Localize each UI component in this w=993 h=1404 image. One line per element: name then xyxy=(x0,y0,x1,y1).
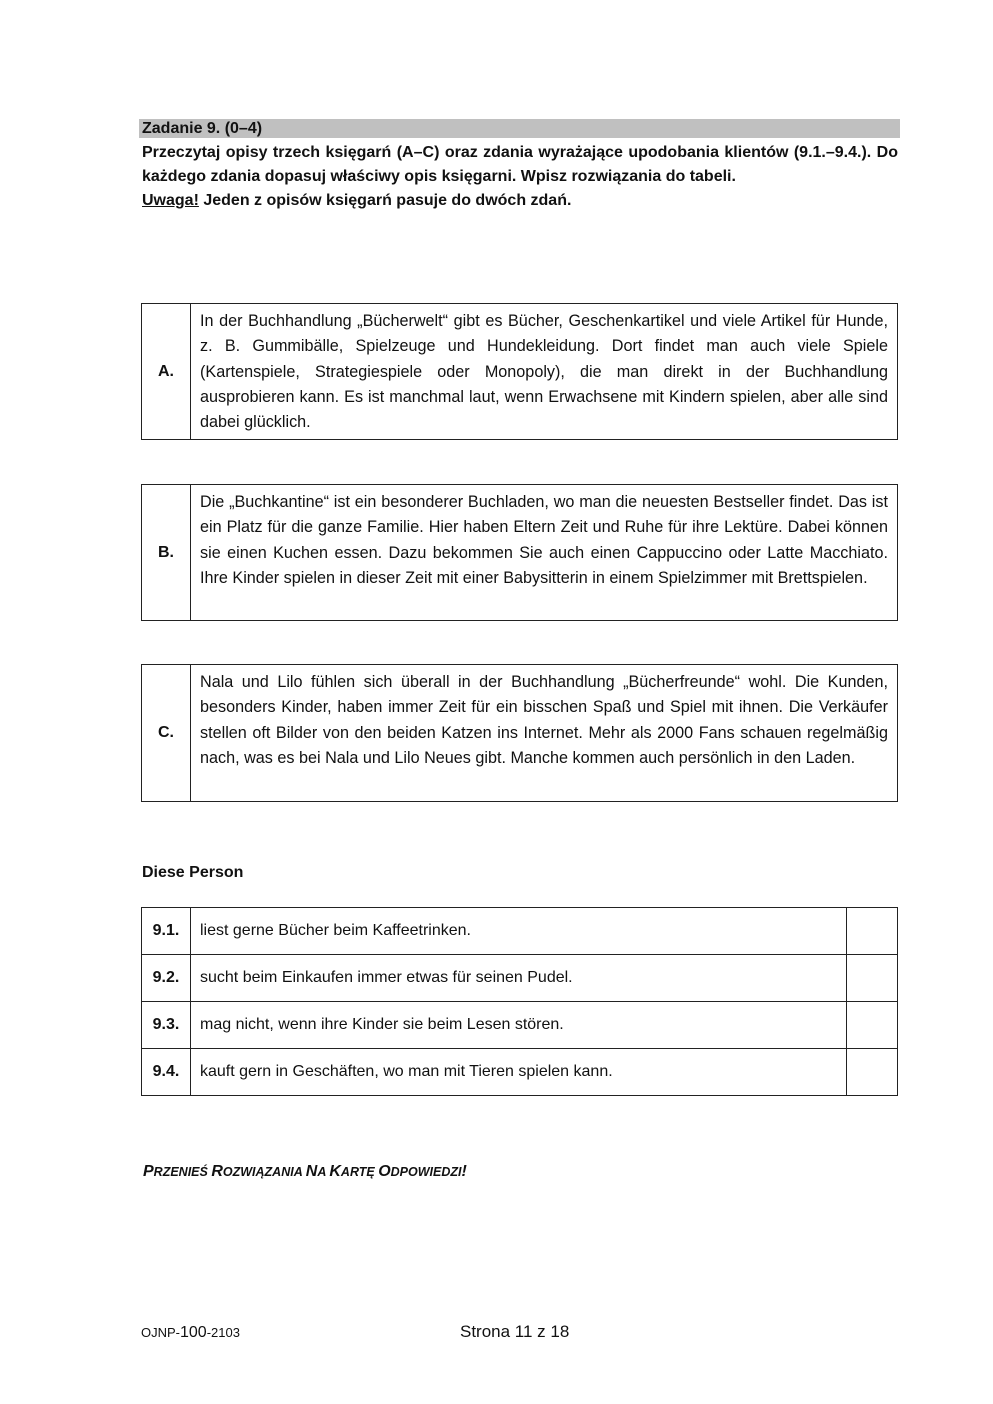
bookstore-description-c xyxy=(141,664,898,802)
note xyxy=(142,189,898,213)
note-smallcaps: DPOWIEDZI xyxy=(390,1165,462,1179)
code-mid: 100 xyxy=(180,1324,207,1341)
table-row xyxy=(142,1002,898,1049)
statement-text: mag nicht, wenn ihre Kinder sie beim Lesen stören. xyxy=(191,1002,847,1049)
task-instructions xyxy=(142,141,898,213)
answer-cell-9-1[interactable] xyxy=(847,908,898,955)
note-label: Uwaga! xyxy=(142,192,199,209)
bookstore-description-a xyxy=(141,303,898,440)
bookstore-description-b xyxy=(141,484,898,621)
description-text: Die „Buchkantine“ ist ein besonderer Buchladen, wo man die neuesten Bestseller findet. Das ist ein Platz für die ganze Familie. Hier haben Eltern Zeit und Ruhe für ihre Lektüre. Dabei können sie einen Kuchen essen. Dazu bekommen Sie auch einen Cappuccino oder Latte Macchiato. Ihre Kinder spielen in dieser Zeit mit einer Babysitterin in einem Spielzimmer mit Brettspielen. xyxy=(200,493,888,587)
statement-number: 9.3. xyxy=(142,1002,191,1049)
statement-text: kauft gern in Geschäften, wo man mit Tieren spielen kann. xyxy=(191,1049,847,1096)
statement-text: sucht beim Einkaufen immer etwas für seinen Pudel. xyxy=(191,955,847,1002)
note-smallcaps: RZENIEŚ xyxy=(153,1165,212,1179)
note-initial: N xyxy=(305,1163,318,1180)
task-header: Zadanie 9. (0–4) xyxy=(139,119,900,138)
instruction-text: Przeczytaj opisy trzech księgarń (A–C) oraz zdania wyrażające upodobania klientów (9.1.–9.4.). Do każdego zdania dopasuj właściwy opis księgarni. Wpisz rozwiązania do tabeli. xyxy=(142,144,898,185)
description-text: Nala und Lilo fühlen sich überall in der Buchhandlung „Bücherfreunde“ wohl. Die Kunden, besonders Kinder, haben immer Zeit für ein bisschen Spaß und Spiel mit ihnen. Die Verkäufer stellen oft Bilder von den beiden Katzen ins Internet. Mehr als 2000 Fans schauen regelmäßig nach, was es bei Nala und Lilo Neues gibt. Manche kommen auch persönlich in den Laden. xyxy=(200,673,888,767)
answer-cell-9-4[interactable] xyxy=(847,1049,898,1096)
note-initial: P xyxy=(143,1163,154,1180)
exam-code xyxy=(141,1324,240,1342)
transfer-answers-note xyxy=(143,1163,467,1181)
answer-cell-9-2[interactable] xyxy=(847,955,898,1002)
statement-number: 9.4. xyxy=(142,1049,191,1096)
table-row xyxy=(142,1049,898,1096)
description-letter: C. xyxy=(142,665,191,801)
table-row xyxy=(142,955,898,1002)
note-exclamation: ! xyxy=(461,1163,467,1180)
description-letter: B. xyxy=(142,485,191,620)
code-suffix: -2103 xyxy=(206,1325,240,1340)
note-initial: O xyxy=(378,1163,391,1180)
answer-cell-9-3[interactable] xyxy=(847,1002,898,1049)
table-row xyxy=(142,908,898,955)
statement-text: liest gerne Bücher beim Kaffeetrinken. xyxy=(191,908,847,955)
code-prefix: OJNP- xyxy=(141,1325,180,1340)
matching-table xyxy=(141,907,898,1096)
page-number: Strona 11 z 18 xyxy=(460,1322,570,1341)
statement-number: 9.1. xyxy=(142,908,191,955)
note-text: Jeden z opisów księgarń pasuje do dwóch zdań. xyxy=(198,192,572,209)
note-smallcaps: A xyxy=(317,1165,330,1179)
note-smallcaps: OZWIĄZANIA xyxy=(222,1165,306,1179)
description-text: In der Buchhandlung „Bücherwelt“ gibt es Bücher, Geschenkartikel und viele Artikel für Hunde, z. B. Gummibälle, Spielzeuge und Hundekleidung. Dort findet man auch viele Spiele (Kartenspiele, Strategiespiele oder Monopoly), die man direkt in der Buchhandlung ausprobieren kann. Es ist manchmal laut, wenn Erwachsene mit Kindern spielen, aber alle sind dabei glücklich. xyxy=(200,312,888,432)
note-initial: K xyxy=(329,1163,341,1180)
person-label: Diese Person xyxy=(142,864,244,881)
note-initial: R xyxy=(211,1163,223,1180)
note-smallcaps: ARTĘ xyxy=(340,1165,379,1179)
description-letter: A. xyxy=(142,304,191,439)
statement-number: 9.2. xyxy=(142,955,191,1002)
